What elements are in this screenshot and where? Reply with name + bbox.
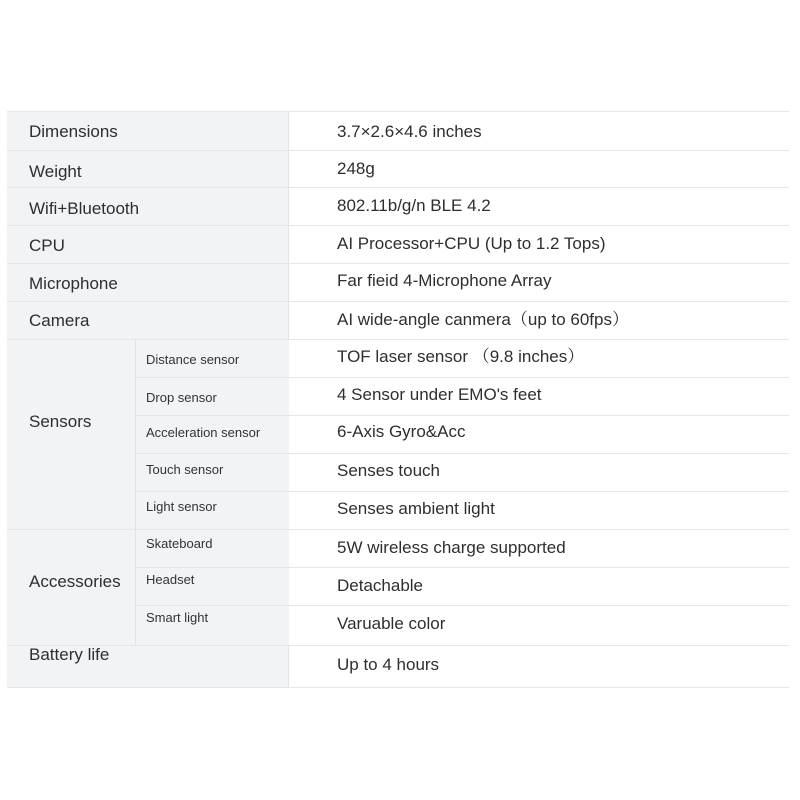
weight-label: Weight (29, 162, 82, 181)
microphone-value: Far fieid 4-Microphone Array (337, 271, 552, 290)
sub-row-divider (136, 491, 789, 492)
sub-row-divider (136, 415, 789, 416)
cpu-value: AI Processor+CPU (Up to 1.2 Tops) (337, 234, 606, 253)
sub-row-divider (136, 567, 789, 568)
headset-value: Detachable (337, 576, 424, 595)
row-divider (7, 263, 789, 264)
row-divider (7, 529, 789, 530)
distance-sensor-label: Distance sensor (146, 352, 240, 367)
sub-row-divider (136, 377, 789, 378)
headset-label: Headset (146, 572, 195, 587)
row-divider (7, 150, 789, 151)
sub-row-divider (136, 453, 789, 454)
drop-sensor-value: 4 Sensor under EMO's feet (337, 385, 542, 404)
smart-light-label: Smart light (146, 610, 209, 625)
camera-label: Camera (29, 311, 90, 330)
light-sensor-label: Light sensor (146, 499, 217, 514)
accessories-label: Accessories (29, 572, 121, 591)
battery-life-value: Up to 4 hours (337, 655, 440, 674)
camera-value: AI wide-angle canmera（up to 60fps） (337, 310, 629, 329)
weight-value: 248g (337, 159, 375, 178)
skateboard-label: Skateboard (146, 536, 213, 551)
touch-sensor-value: Senses touch (337, 461, 441, 480)
dimensions-value: 3.7×2.6×4.6 inches (337, 122, 482, 141)
spec-table (7, 111, 789, 688)
row-divider (7, 187, 789, 188)
acceleration-sensor-value: 6-Axis Gyro&Acc (337, 422, 466, 441)
row-divider (7, 225, 789, 226)
smart-light-value: Varuable color (337, 614, 446, 633)
dimensions-label: Dimensions (29, 122, 118, 141)
distance-sensor-value: TOF laser sensor （9.8 inches） (337, 347, 585, 366)
sensors-label: Sensors (29, 412, 92, 431)
wifi-bluetooth-label: Wifi+Bluetooth (29, 199, 140, 218)
cpu-label: CPU (29, 236, 65, 255)
microphone-label: Microphone (29, 274, 118, 293)
sub-row-divider (136, 605, 789, 606)
row-divider (7, 645, 789, 646)
acceleration-sensor-label: Acceleration sensor (146, 425, 261, 440)
touch-sensor-label: Touch sensor (146, 462, 224, 477)
wifi-bluetooth-value: 802.11b/g/n BLE 4.2 (337, 196, 491, 215)
row-divider (7, 301, 789, 302)
drop-sensor-label: Drop sensor (146, 390, 217, 405)
battery-life-label: Battery life (29, 645, 110, 664)
skateboard-value: 5W wireless charge supported (337, 538, 566, 557)
row-divider (7, 339, 789, 340)
light-sensor-value: Senses ambient light (337, 499, 495, 518)
